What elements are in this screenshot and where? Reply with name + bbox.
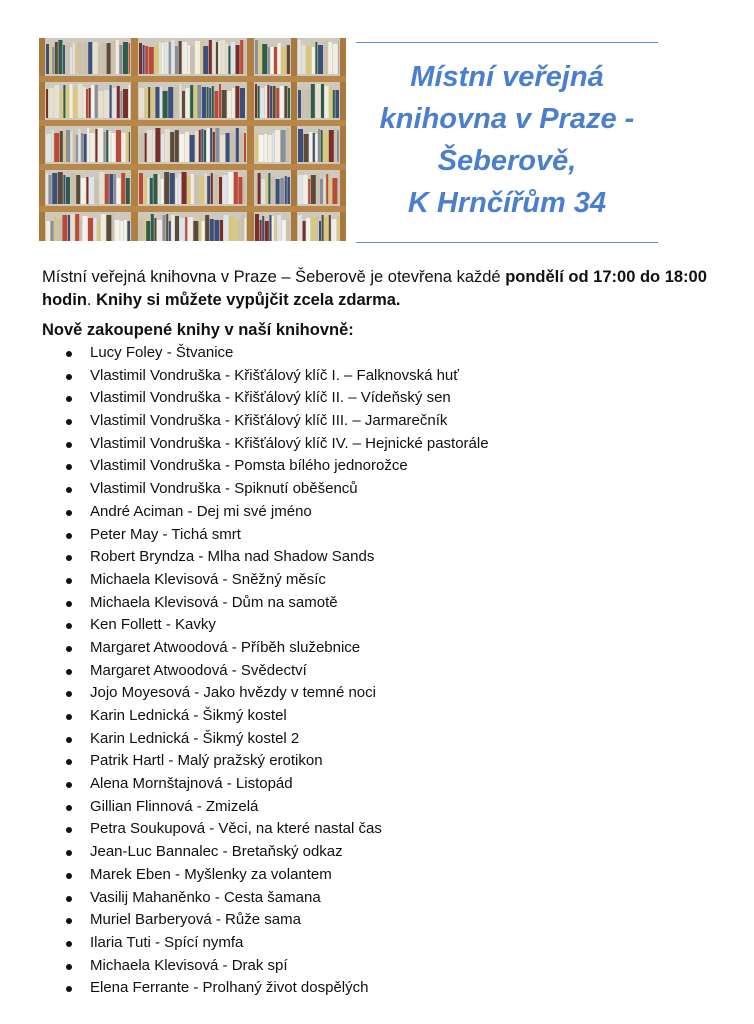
book-title: Ken Follett - Kavky (90, 616, 216, 634)
book-title: Vlastimil Vondruška - Křišťálový klíč II. – Vídeňský sen (90, 389, 451, 407)
book-title: Vlastimil Vondruška - Křišťálový klíč I. – Falknovská huť (90, 366, 459, 384)
book-title: Jean-Luc Bannalec - Bretaňský odkaz (90, 843, 343, 861)
list-item (65, 501, 489, 524)
book-title: Robert Bryndza - Mlha nad Shadow Sands (90, 548, 375, 566)
title-line-1: Místní veřejná (410, 61, 604, 93)
bullet-icon (66, 714, 72, 720)
bullet-icon (66, 578, 72, 584)
bullet-icon (66, 941, 72, 947)
list-item (65, 546, 489, 569)
book-title: Vlastimil Vondruška - Pomsta bílého jednorožce (90, 457, 408, 475)
bullet-icon (66, 601, 72, 607)
bookshelf-photo (39, 38, 346, 241)
bullet-icon (66, 646, 72, 652)
bullet-icon (66, 782, 72, 788)
book-title: Petra Soukupová - Věci, na které nastal čas (90, 820, 382, 838)
book-title: Elena Ferrante - Prolhaný život dospělých (90, 979, 369, 997)
list-item (65, 773, 489, 796)
bullet-icon (66, 691, 72, 697)
list-item (65, 841, 489, 864)
bullet-icon (66, 896, 72, 902)
book-title: Ilaria Tuti - Spící nymfa (90, 933, 244, 951)
bullet-icon (66, 419, 72, 425)
list-item (65, 864, 489, 887)
book-title: Michaela Klevisová - Dům na samotě (90, 593, 338, 611)
bullet-icon (66, 964, 72, 970)
list-item (65, 887, 489, 910)
book-title: Patrik Hartl - Malý pražský erotikon (90, 752, 323, 770)
book-title: Alena Mornštajnová - Listopád (90, 775, 293, 793)
list-item (65, 433, 489, 456)
list-item (65, 705, 489, 728)
book-title: Michaela Klevisová - Drak spí (90, 956, 288, 974)
list-item (65, 410, 489, 433)
bullet-icon (66, 918, 72, 924)
list-item (65, 569, 489, 592)
new-books-heading: Nově zakoupené knihy v naší knihovně: (42, 321, 354, 339)
opening-hours: pondělí od 17:00 do 18:00 hodin (42, 268, 707, 309)
bullet-icon (66, 827, 72, 833)
book-title: Margaret Atwoodová - Svědectví (90, 661, 307, 679)
book-title: Vlastimil Vondruška - Křišťálový klíč IV. – Hejnické pastorále (90, 434, 489, 452)
bullet-icon (66, 805, 72, 811)
bullet-icon (66, 533, 72, 539)
bullet-icon (66, 351, 72, 357)
book-title: Lucy Foley - Štvanice (90, 344, 234, 361)
book-title: Margaret Atwoodová - Příběh služebnice (90, 638, 361, 656)
page-title (356, 56, 658, 224)
book-title: Jojo Moyesová - Jako hvězdy v temné noci (90, 684, 376, 702)
list-item (65, 387, 489, 410)
list-item (65, 932, 489, 955)
bullet-icon (66, 850, 72, 856)
bullet-icon (66, 555, 72, 561)
book-title: Peter May - Tichá smrt (90, 525, 241, 543)
bullet-icon (66, 986, 72, 992)
list-item (65, 818, 489, 841)
bullet-icon (66, 487, 72, 493)
bullet-icon (66, 510, 72, 516)
book-title: Vlastimil Vondruška - Spiknutí oběšenců (90, 480, 358, 498)
bullet-icon (66, 873, 72, 879)
title-bottom-rule (356, 242, 658, 243)
title-line-2: knihovna v Praze - (379, 103, 635, 135)
book-title: Vlastimil Vondruška - Křišťálový klíč III. – Jarmarečník (90, 412, 448, 430)
bullet-icon (66, 737, 72, 743)
intro-text-2: . (86, 291, 97, 309)
title-line-3: Šeberově, (437, 145, 577, 177)
bullet-icon (66, 759, 72, 765)
list-item (65, 342, 489, 365)
list-item (65, 637, 489, 660)
bullet-icon (66, 374, 72, 380)
bullet-icon (66, 669, 72, 675)
book-title: Vasilij Mahaněnko - Cesta šamana (90, 888, 321, 906)
list-item (65, 524, 489, 547)
list-item (65, 796, 489, 819)
bullet-icon (66, 623, 72, 629)
list-item (65, 909, 489, 932)
bookshelf-image (39, 38, 346, 241)
title-top-rule (356, 42, 658, 43)
book-title: Marek Eben - Myšlenky za volantem (90, 865, 332, 883)
intro-text-1: Místní veřejná knihovna v Praze – Šeberově je otevřena každé (42, 268, 506, 286)
list-item (65, 614, 489, 637)
list-item (65, 682, 489, 705)
list-item (65, 728, 489, 751)
bullet-icon (66, 442, 72, 448)
list-item (65, 750, 489, 773)
list-item (65, 455, 489, 478)
list-item (65, 478, 489, 501)
book-title: Gillian Flinnová - Zmizelá (90, 797, 259, 815)
list-item (65, 660, 489, 683)
intro-paragraph (42, 266, 732, 312)
book-list (65, 342, 489, 1000)
bullet-icon (66, 464, 72, 470)
book-title: Michaela Klevisová - Sněžný měsíc (90, 570, 326, 588)
book-title: André Aciman - Dej mi své jméno (90, 502, 312, 520)
book-title: Karin Lednická - Šikmý kostel 2 (90, 729, 300, 747)
list-item (65, 955, 489, 978)
list-item (65, 365, 489, 388)
bullet-icon (66, 396, 72, 402)
title-block (356, 42, 658, 244)
title-line-4: K Hrnčířům 34 (407, 187, 607, 219)
book-title: Karin Lednická - Šikmý kostel (90, 707, 287, 724)
book-title: Muriel Barberyová - Růže sama (90, 911, 301, 929)
list-item (65, 592, 489, 615)
list-item (65, 977, 489, 1000)
free-loan-note: Knihy si můžete vypůjčit zcela zdarma. (96, 291, 401, 309)
